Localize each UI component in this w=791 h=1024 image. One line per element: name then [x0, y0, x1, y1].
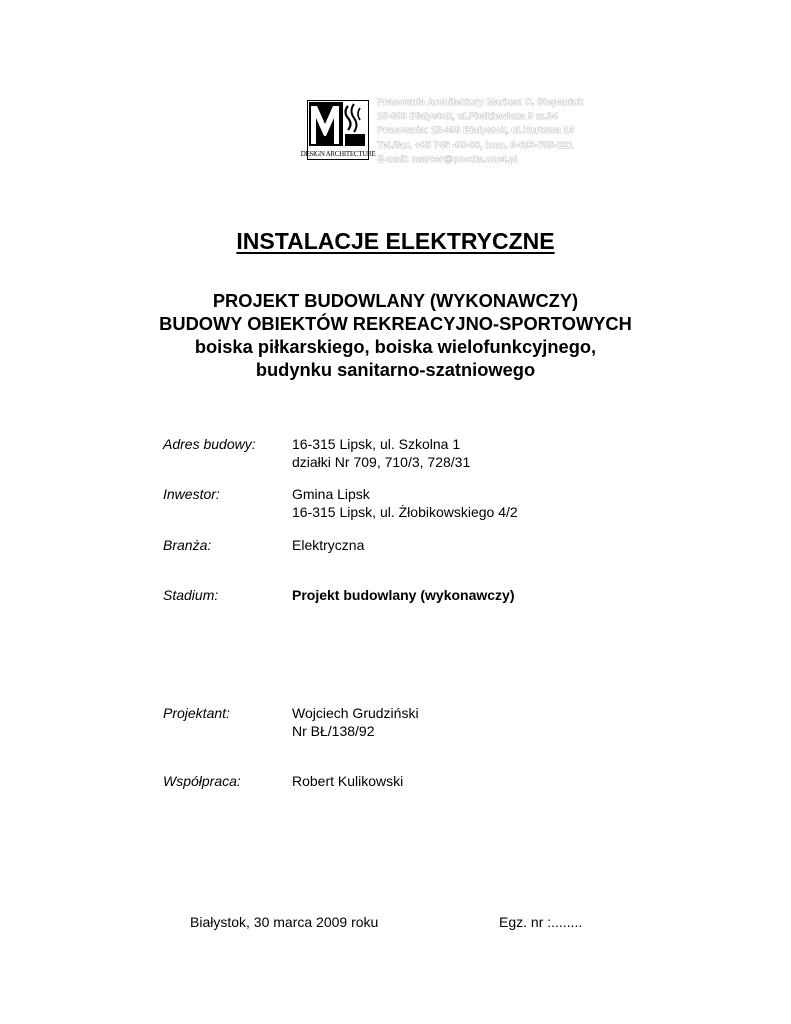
subtitle-line: budynku sanitarno-szatniowego [255, 359, 536, 380]
subtitle-line: BUDOWY OBIEKTÓW REKREACYJNO-SPORTOWYCH [159, 313, 632, 334]
firm-phone: Tel./fax. +85 745 -90-88, kom. 0-603-755-221 [377, 139, 574, 151]
firm-address: 15-689 Białystok, ul.Pietkiewicza 9 m.34 [377, 111, 558, 123]
investor-label: Inwestor: [163, 486, 220, 502]
subtitle-line: PROJEKT BUDOWLANY (WYKONAWCZY) [212, 290, 579, 311]
address-value [292, 436, 470, 471]
investor-name: Gmina Lipsk [292, 486, 370, 502]
place-date: Białystok, 30 marca 2009 roku [190, 914, 379, 930]
designer-name: Wojciech Grudziński [292, 705, 419, 721]
stage-value: Projekt budowlany (wykonawczy) [292, 587, 515, 603]
firm-office: Pracownia: 15-399 Białystok, ul.Hurtowa 13 [377, 125, 575, 137]
branch-label: Branża: [163, 537, 212, 553]
parcels-line: działki Nr 709, 710/3, 728/31 [292, 453, 471, 470]
branch-value: Elektryczna [292, 537, 365, 553]
investor-address: 16-315 Lipsk, ul. Żłobikowskiego 4/2 [292, 503, 518, 520]
document-subtitle [0, 289, 791, 381]
address-line: 16-315 Lipsk, ul. Szkolna 1 [292, 436, 461, 452]
firm-email: E-mail: marcer@poczta.onet.pl [377, 153, 518, 165]
document-title: INSTALACJE ELEKTRYCZNE [236, 228, 555, 254]
subtitle-line: boiska piłkarskiego, boiska wielofunkcyjnego, [194, 336, 597, 357]
designer-license: Nr BŁ/138/92 [292, 722, 375, 739]
designer-value [292, 705, 419, 740]
cooperation-label: Współpraca: [163, 773, 241, 789]
firm-name: Pracownia Architektury Mariusz C. Stepaniuk [377, 97, 583, 108]
firm-logo [300, 100, 376, 160]
designer-label: Projektant: [163, 705, 230, 721]
firm-contact-block [377, 96, 607, 167]
investor-value [292, 486, 518, 521]
copy-number: Egz. nr :........ [499, 914, 583, 930]
address-label: Adres budowy: [163, 436, 256, 452]
cooperation-value: Robert Kulikowski [292, 773, 404, 789]
svg-text:DESIGN ARCHITECTURE: DESIGN ARCHITECTURE [300, 150, 376, 158]
stage-label: Stadium: [163, 587, 219, 603]
